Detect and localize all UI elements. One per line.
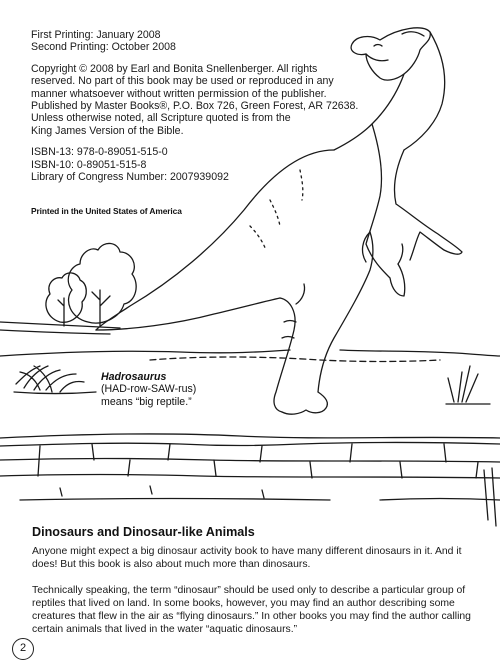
trees-drawing — [46, 243, 136, 326]
grass-right — [446, 366, 490, 404]
rights-line: Unless otherwise noted, all Scripture quoted is from the — [31, 112, 291, 125]
first-printing: First Printing: January 2008 — [31, 29, 161, 41]
rights-line: Published by Master Books®, P.O. Box 726, Green Forest, AR 72638. — [31, 100, 359, 113]
ground-shadow — [150, 357, 440, 362]
name-meaning: means “big reptile.” — [101, 395, 192, 408]
rights-notice — [31, 63, 371, 137]
copyright-block — [31, 29, 371, 192]
library-of-congress-number: Library of Congress Number: 2007939092 — [31, 171, 229, 184]
plant-left — [14, 366, 96, 394]
second-printing: Second Printing: October 2008 — [31, 41, 176, 54]
rights-line: reserved. No part of this book may be used or reproduced in any — [31, 75, 334, 88]
isbn-13: ISBN-13: 978-0-89051-515-0 — [31, 146, 168, 159]
rights-line: manner whatsoever without written permission of the publisher. — [31, 87, 327, 100]
dinosaur-name: Hadrosaurus — [101, 371, 167, 383]
horizon-line — [0, 322, 120, 334]
stone-wall — [0, 434, 500, 526]
isbn-10: ISBN-10: 0-89051-515-8 — [31, 158, 147, 171]
rights-line: King James Version of the Bible. — [31, 124, 184, 137]
section-title: Dinosaurs and Dinosaur-like Animals — [32, 525, 255, 539]
paragraph: Anyone might expect a big dinosaur activity book to have many different dinosaurs in it. And it does! But this book is also about much more than dinosaurs. — [32, 546, 462, 570]
ground-line — [0, 350, 500, 356]
paragraph: Technically speaking, the term “dinosaur” should be used only to describe a particular group of reptiles that lived on land. In some books, however, you may find an author describing some creatures that flew in the air as “flying dinosaurs.” In other books you may find the author calling certain animals that lived in the water “aquatic dinosaurs.” — [32, 585, 471, 635]
pronunciation: (HAD-row-SAW-rus) — [101, 383, 197, 396]
page-number: 2 — [12, 638, 34, 660]
dinosaur-caption — [101, 371, 196, 408]
isbn-info — [31, 146, 371, 183]
printed-in-notice: Printed in the United States of America — [31, 206, 182, 216]
rights-line: Copyright © 2008 by Earl and Bonita Snellenberger. All rights — [31, 62, 318, 75]
printing-history — [31, 29, 371, 54]
